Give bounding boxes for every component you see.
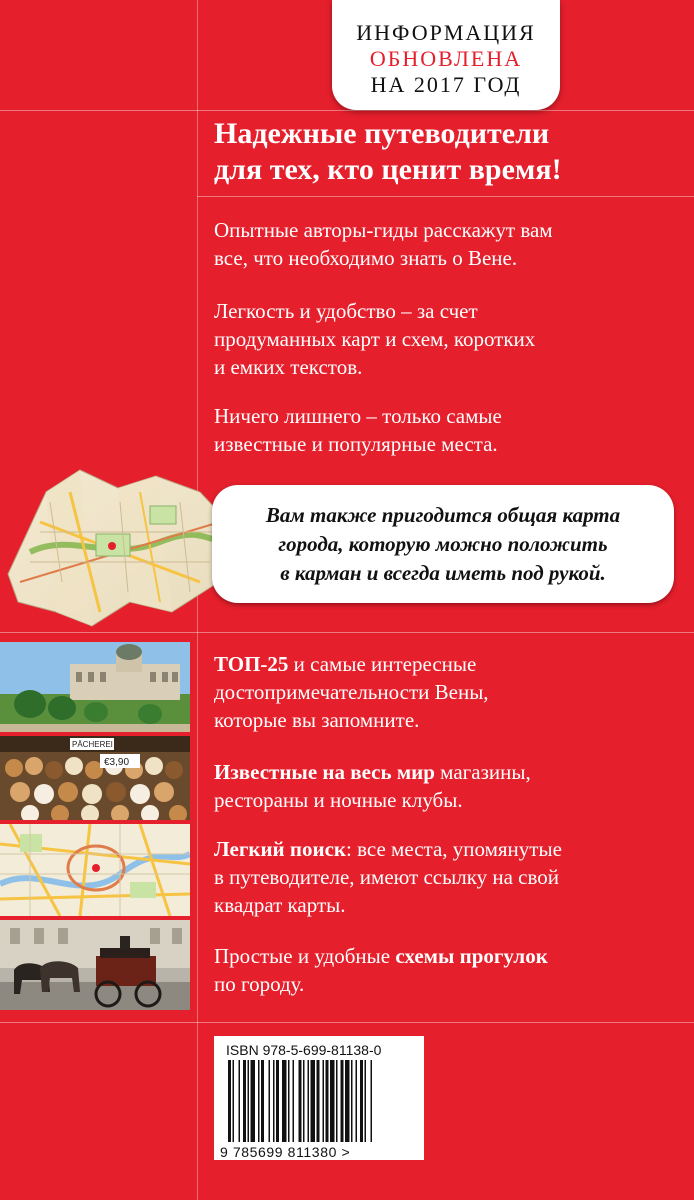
barcode-bar [282,1060,287,1142]
feature-text: Простые и удобные [214,944,396,968]
folded-map-illustration [0,462,240,632]
feature-bold: схемы прогулок [395,944,548,968]
feature-line [214,758,684,786]
barcode-bar [261,1060,264,1142]
feature-line: рестораны и ночные клубы. [214,788,463,812]
feature-search [214,835,684,919]
palace-photo-image [0,642,190,732]
palace-photo [0,642,190,732]
barcode-bar [326,1060,329,1142]
barcode-bar [233,1060,235,1142]
page-heading [214,116,684,188]
heading-line1: Надежные путеводители [214,117,550,150]
barcode-bar [330,1060,335,1142]
isbn-number: ISBN 978-5-699-81138-0 [226,1042,382,1058]
map-callout [212,485,674,603]
carriage-photo-image [0,920,190,1010]
barcode-bar [228,1060,231,1142]
feature-top25 [214,650,684,734]
carriage-photo [0,920,190,1010]
intro-paragraph-ease [214,297,684,381]
barcode-bar [243,1060,246,1142]
map-detail-photo [0,824,190,916]
info-badge [332,0,560,110]
feature-line [214,835,684,863]
barcode-bar [345,1060,350,1142]
feature-bold: Известные на весь мир [214,760,435,784]
barcode-bar [269,1060,271,1142]
map-detail-image [0,824,190,916]
barcode-bar [371,1060,373,1142]
barcode-bar [276,1060,279,1142]
feature-bold: Легкий поиск [214,837,347,861]
info-badge-line1: ИНФОРМАЦИЯ [356,20,536,45]
intro-line: известные и популярные места. [214,432,498,456]
barcode-bar [293,1060,295,1142]
feature-text: и самые интересные [288,652,477,676]
isbn-barcode [214,1036,424,1160]
shop-sign: PÄCHEREI [72,740,113,749]
barcode-bars-icon [214,1036,424,1160]
barcode-bar [360,1060,363,1142]
bottom-divider [0,1022,694,1023]
callout-line: в карман и всегда иметь под рукой. [280,561,606,585]
barcode-bar [365,1060,367,1142]
feature-line [214,942,684,970]
feature-text: магазины, [434,760,531,784]
barcode-bar [317,1060,320,1142]
barcode-bar [356,1060,358,1142]
barcode-bar [308,1060,310,1142]
info-badge-line2: ОБНОВЛЕНА [369,46,523,71]
barcode-bar [239,1060,241,1142]
feature-text: : все места, упомянутые [346,837,562,861]
barcode-bar [336,1060,338,1142]
intro-line: и емких текстов. [214,355,363,379]
pastry-photo-image [0,736,190,820]
callout-line: Вам также пригодится общая карта [265,503,621,527]
intro-line: Ничего лишнего – только самые [214,404,502,428]
intro-paragraph-essentials [214,402,684,458]
barcode-bar [273,1060,275,1142]
feature-shops [214,758,684,814]
info-badge-line3: НА 2017 ГОД [370,72,522,97]
heading-line2: для тех, кто ценит время! [214,153,562,186]
map-divider [0,632,694,633]
feature-line: в путеводителе, имеют ссылку на свой [214,865,560,889]
feature-bold: ТОП-25 [214,652,289,676]
barcode-bar [303,1060,305,1142]
barcode-bar [323,1060,325,1142]
map-icon [0,462,240,632]
callout-line: города, которую можно положить [278,532,608,556]
feature-line [214,650,684,678]
barcode-bar [288,1060,290,1142]
barcode-bar [248,1060,250,1142]
intro-paragraph-authors [214,216,684,272]
barcode-digits: 9 785699 811380 > [220,1144,351,1160]
intro-line: продуманных карт и схем, коротких [214,327,536,351]
barcode-bar [311,1060,316,1142]
barcode-bar [341,1060,344,1142]
feature-line: достопримечательности Вены, [214,680,489,704]
intro-line: Легкость и удобство – за счет [214,299,478,323]
top-divider [0,110,694,111]
feature-walks [214,942,684,998]
intro-line: Опытные авторы-гиды расскажут вам [214,218,553,242]
feature-line: по городу. [214,972,305,996]
price-tag: €3,90 [104,757,130,768]
barcode-bar [258,1060,260,1142]
barcode-bar [299,1060,302,1142]
feature-line: которые вы запомните. [214,708,420,732]
feature-line: квадрат карты. [214,893,346,917]
heading-divider [197,196,694,197]
barcode-bar [351,1060,353,1142]
pastry-photo [0,736,190,820]
intro-line: все, что необходимо знать о Вене. [214,246,518,270]
barcode-bar [251,1060,256,1142]
